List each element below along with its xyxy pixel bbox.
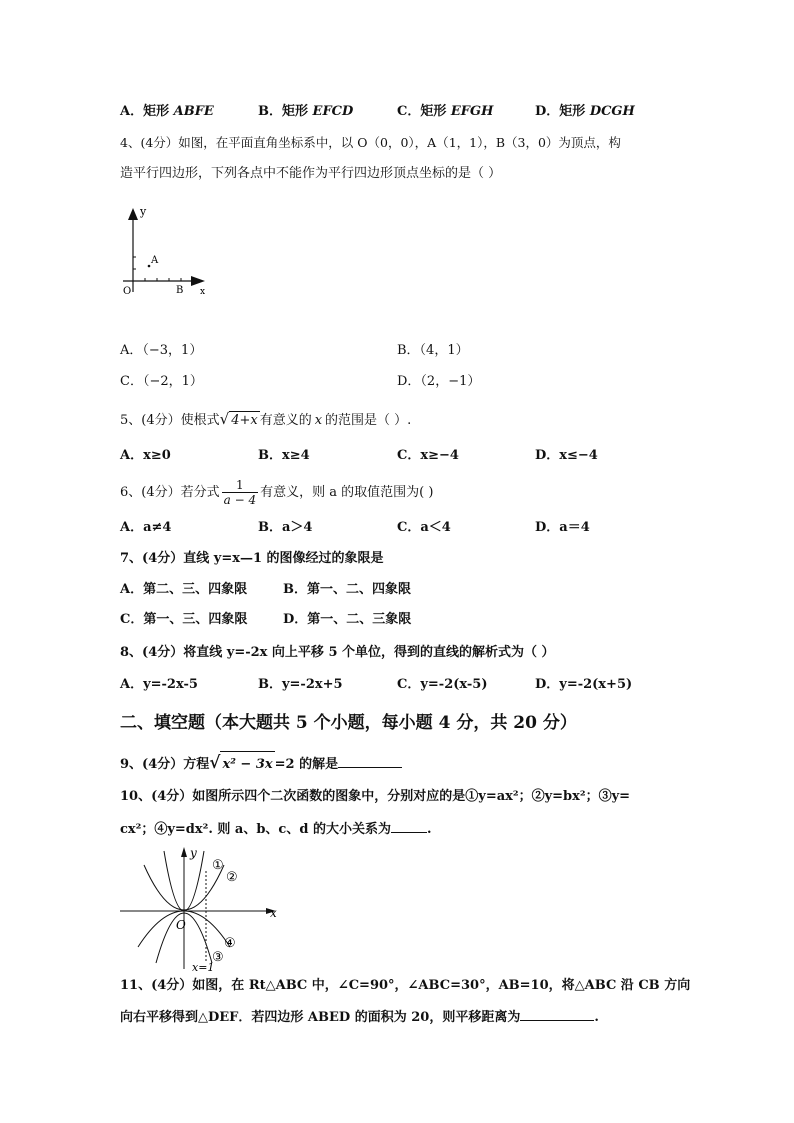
q4-coordinate-figure bbox=[118, 200, 218, 300]
q4-option-c: C．（−2，1） bbox=[120, 374, 203, 389]
q6-option-a: A．a≠4 bbox=[120, 520, 172, 535]
q11-stem-line2: 向右平移得到△DEF．若四边形 ABED 的面积为 20，则平移距离为 . bbox=[120, 1010, 599, 1025]
q5-option-b: B．x≥4 bbox=[258, 448, 310, 463]
q5-option-d: D．x≤−4 bbox=[535, 448, 598, 463]
fig4-point-a: A bbox=[151, 255, 159, 266]
q4-option-a: A．（−3，1） bbox=[120, 343, 203, 358]
q7-option-c: C．第一、三、四象限 bbox=[120, 612, 248, 627]
fig10-x1-label: x=1 bbox=[192, 961, 215, 973]
q3-option-b: B．矩形 EFCD bbox=[258, 104, 354, 119]
fig4-y-label: y bbox=[140, 205, 147, 218]
q3-option-d: D．矩形 DCGH bbox=[535, 104, 635, 119]
q10-stem-line1: 10、(4分）如图所示四个二次函数的图象中，分别对应的是①y=ax²；②y=bx²；③y= bbox=[120, 789, 631, 804]
q8-option-b: B．y=-2x+5 bbox=[258, 677, 343, 692]
q7-option-a: A．第二、三、四象限 bbox=[120, 582, 248, 597]
fig10-x-label: x bbox=[270, 906, 277, 920]
q5-option-a: A．x≥0 bbox=[120, 448, 171, 463]
q3-option-a: A．矩形 ABFE bbox=[120, 104, 214, 119]
q5-radicand: 4+x bbox=[231, 413, 258, 428]
q10-answer-blank[interactable] bbox=[391, 820, 427, 833]
q9-radicand: x² − 3x bbox=[220, 751, 274, 778]
q7-stem: 7、(4分）直线 y=x—1 的图像经过的象限是 bbox=[120, 551, 384, 566]
q9-answer-blank[interactable] bbox=[338, 755, 402, 768]
fig10-y-label: y bbox=[190, 846, 197, 860]
q4-option-d: D．（2，−1） bbox=[397, 374, 481, 389]
fig10-label-4: ④ bbox=[224, 936, 236, 951]
q8-stem: 8、(4分）将直线 y=-2x 向上平移 5 个单位，得到的直线的解析式为（ ） bbox=[120, 645, 555, 660]
fig4-point-b: B bbox=[176, 285, 184, 296]
q11-answer-blank[interactable] bbox=[520, 1008, 594, 1021]
q8-option-d: D．y=-2(x+5) bbox=[535, 677, 633, 692]
q8-option-a: A．y=-2x-5 bbox=[120, 677, 198, 692]
fig10-origin: O bbox=[176, 918, 186, 932]
q10-stem-line2: cx²；④y=dx². 则 a、b、c、d 的大小关系为 . bbox=[120, 822, 432, 837]
section2-heading: 二、填空题（本大题共 5 个小题，每小题 4 分，共 20 分） bbox=[120, 713, 577, 733]
q5-option-c: C．x≥−4 bbox=[397, 448, 459, 463]
q3-option-c: C．矩形 EFGH bbox=[397, 104, 494, 119]
fig4-origin: O bbox=[123, 286, 132, 297]
q4-stem-line2: 造平行四边形，下列各点中不能作为平行四边形顶点坐标的是（ ） bbox=[120, 166, 502, 181]
q7-option-b: B．第一、二、四象限 bbox=[283, 582, 411, 597]
q6-fraction: $\frac{1}{a - 4}$ bbox=[223, 478, 257, 507]
fig10-label-3: ③ bbox=[212, 950, 224, 965]
q10-parabola-figure bbox=[118, 843, 288, 973]
fig10-label-2: ② bbox=[226, 870, 238, 885]
q6-option-b: B．a＞4 bbox=[258, 520, 313, 535]
q4-option-b: B．（4，1） bbox=[397, 343, 469, 358]
q8-option-c: C．y=-2(x-5) bbox=[397, 677, 488, 692]
q4-stem-line1: 4、(4分）如图，在平面直角坐标系中，以 O（0，0），A（1，1），B（3，0）为顶点，构 bbox=[120, 135, 621, 150]
q5-stem: 5、(4分）使根式√ 4+x 有意义的 x 的范围是（ ）. bbox=[120, 410, 412, 428]
q9-stem: 9、(4分）方程√ x² − 3x =2 的解是 bbox=[120, 750, 402, 776]
fig10-label-1: ① bbox=[212, 858, 224, 873]
q6-option-d: D．a＝4 bbox=[535, 520, 590, 535]
q11-stem-line1: 11、(4分）如图，在 Rt△ABC 中，∠C=90°，∠ABC=30°，AB=10，将△ABC 沿 CB 方向 bbox=[120, 978, 691, 993]
q6-stem: 6、(4分）若分式 $\frac{1}{a - 4}$ 有意义，则 a 的取值范围为( ) bbox=[120, 478, 434, 507]
fig4-x-label: x bbox=[200, 287, 206, 297]
q7-option-d: D．第一、二、三象限 bbox=[283, 612, 412, 627]
q6-option-c: C．a＜4 bbox=[397, 520, 451, 535]
